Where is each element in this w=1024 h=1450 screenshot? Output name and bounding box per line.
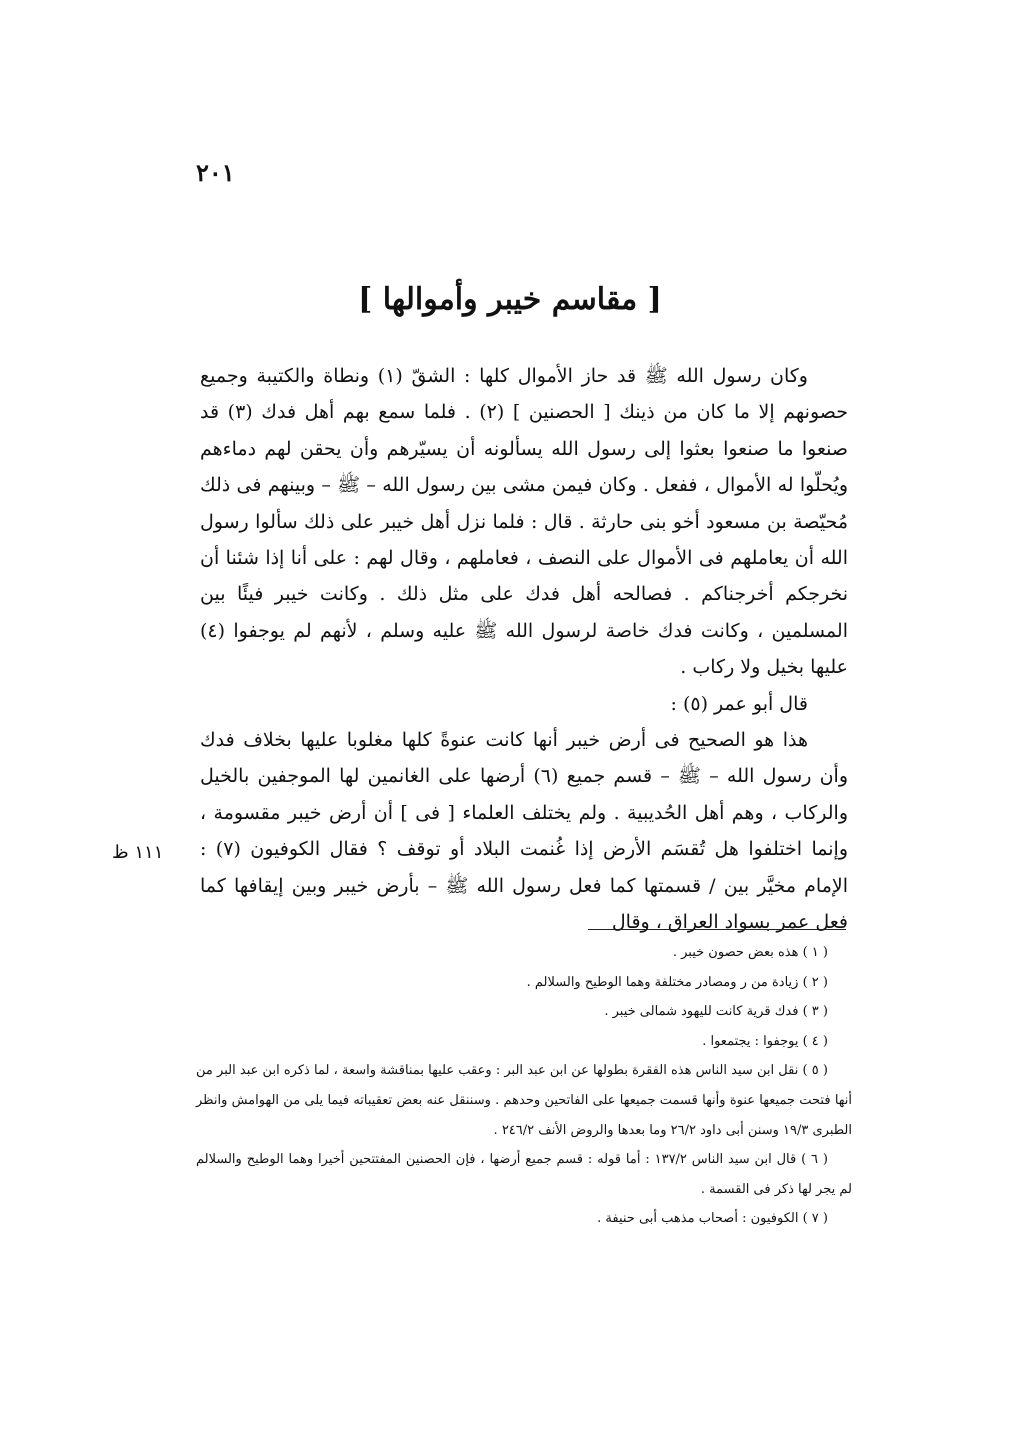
footnote: ( ٦ ) قال ابن سيد الناس ١٣٧/٢ : أما قوله : قسم جميع أرضها ، فإن الحصنين المفتتحين أخيرا وهما الوطيح والسلالم لم يجر لها ذكر فى القسمة . — [196, 1152, 852, 1197]
chapter-title: [ مقاسم خيبر وأموالها ] — [358, 282, 662, 317]
footnote: ( ٣ ) فدك قرية كانت لليهود شمالى خيبر . — [604, 1004, 828, 1020]
main-text — [200, 358, 848, 941]
footnotes — [196, 938, 852, 1234]
paragraph: قال أبو عمر (٥) : — [670, 692, 808, 715]
footnote: ( ٧ ) الكوفيون : أصحاب مذهب أبى حنيفة . — [597, 1211, 828, 1227]
footnote: ( ٥ ) نقل ابن سيد الناس هذه الفقرة بطولها عن ابن عبد البر : وعقب عليها بمناقشة واسعة ، لما ذكره ابن عبد البر من أنها فتحت جميعها عنوة وأنها قسمت جميعها على الفاتحين وحدهم . وسننقل عنه بعض تعقيباته فيما يلى من الهوامش وانظر الطبرى ١٩/٣ وسنن أبى داود ٢٦/٢ وما بعدها والروض الأنف ٢٤٦/٢ . — [196, 1063, 852, 1138]
page-number: ٢٠١ — [196, 158, 235, 187]
footnote: ( ١ ) هذه بعض حصون خيبر . — [672, 945, 828, 960]
footnote-divider — [588, 929, 846, 930]
footnote: ( ٤ ) يوجفوا : يجتمعوا . — [702, 1033, 828, 1049]
footnote: ( ٢ ) زيادة من ر ومصادر مختلفة وهما الوطيح والسلالم . — [526, 974, 828, 990]
paragraph: وكان رسول الله ﷺ قد حاز الأموال كلها : الشقّ (١) ونطاة والكتيبة وجميع حصونهم إلا ما كان من ذينك [ الحصنين ] (٢) . فلما سمع بهم أهل فدك (٣) قد صنعوا ما صنعوا بعثوا إلى رسول الله يسألونه أن يسيّرهم وأن يحقن لهم دماءهم ويُحلّوا له الأموال ، ففعل . وكان فيمن مشى بين رسول الله – ﷺ – وبينهم فى ذلك مُحيّصة بن مسعود أخو بنى حارثة . قال : فلما نزل أهل خيبر على ذلك سألوا رسول الله أن يعاملهم فى الأموال على النصف ، فعاملهم ، وقال لهم : على أنا إذا شئنا أن نخرجكم أخرجناكم . فصالحه أهل فدك على مثل ذلك . وكانت خيبر فيئًا بين المسلمين ، وكانت فدك خاصة لرسول الله ﷺ عليه وسلم ، لأنهم لم يوجفوا (٤) عليها بخيل ولا ركاب . — [200, 365, 848, 679]
manuscript-folio-marker: ١١١ ظ — [112, 842, 164, 863]
paragraph: هذا هو الصحيح فى أرض خيبر أنها كانت عنوةً كلها مغلوبا عليها بخلاف فدك وأن رسول الله – ﷺ – قسم جميع (٦) أرضها على الغانمين لها الموجفين بالخيل والركاب ، وهم أهل الحُديبية . ولم يختلف العلماء [ فى ] أن أرض خيبر مقسومة ، وإنما اختلفوا هل تُقسَم الأرض إذا غُنمت البلاد أو توقف ؟ فقال الكوفيون (٧) : الإمام مخيَّر بين / قسمتها كما فعل رسول الله ﷺ – بأرض خيبر وبين إيقافها كما فعل عمر بسواد العراق ، وقال — [200, 729, 849, 934]
